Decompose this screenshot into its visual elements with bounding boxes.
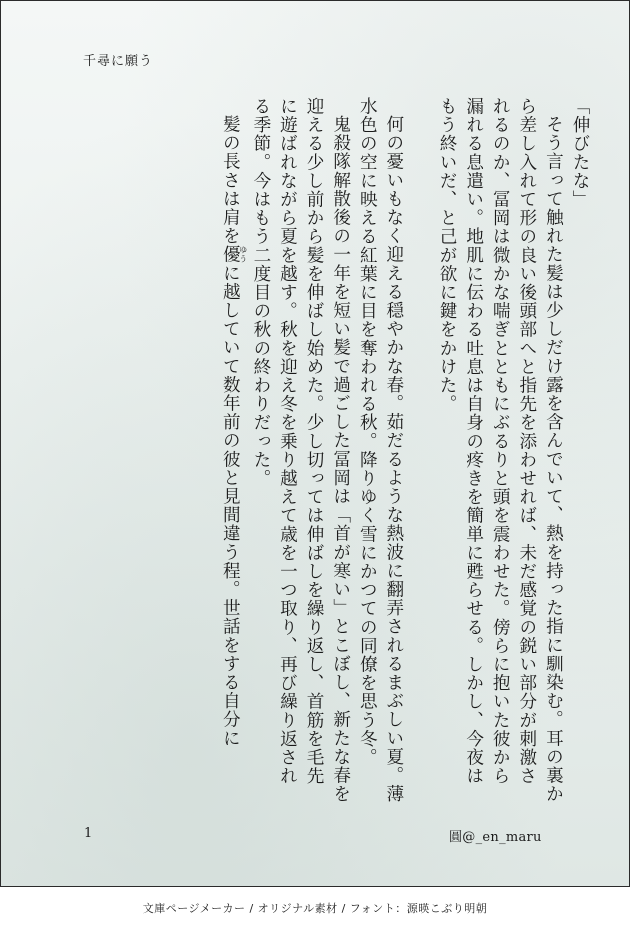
running-header-title: 千尋に願う [83, 54, 154, 69]
body-paragraph: 「伸びたな」 [570, 97, 590, 209]
footer-credits: 文庫ページメーカー / オリジナル素材 / フォント：源暎こぶり明朝 [142, 902, 488, 915]
author-credit: 圓@_en_maru [449, 830, 542, 845]
blank-line [407, 97, 434, 803]
body-paragraph: 何の憂いもなく迎える穏やかな春。茹だるような熱波に翻弄されるまぶしい夏。薄水色の空に映える紅葉に目を奪われる秋。降りゆく雪にかつての同僚を思う冬。 [357, 97, 404, 803]
body-paragraph: そう言って触れた髪は少しだけ露を含んでいて、熱を持った指に馴染む。耳の裏から差し入れて形の良い後頭部へと指先を添わせれば、未だ感覚の鋭い部分が刺激されるのか、冨岡は微かな喘ぎとともにぶるりと頭を震わせた。傍らに抱いた彼から漏れる息遣い。地肌に伝わる吐息は自身の疼きを簡単に甦らせる。しかし、今夜はもう終いだ、と己が欲に鍵をかけた。 [437, 97, 564, 803]
vertical-text-body [53, 97, 593, 803]
body-paragraph: 鬼殺隊解散後の一年を短い髪で過ごした冨岡は「首が寒い」とこぼし、新たな春を迎える少し前から髪を伸ばし始めた。少し切っては伸ばしを繰り返し、首筋を毛先に遊ばれながら夏を越す。秋を迎え冬を乗り越えて歳を一つ取り、再び繰り返される季節。今はもう二度目の秋の終わりだった。 [250, 97, 351, 803]
page-number: 1 [84, 826, 93, 841]
ruby-annotation: 優ゆう [220, 244, 248, 264]
body-paragraph: 髪の長さは肩を優ゆうに越していて数年前の彼と見間違う程。世話をする自分に [220, 114, 248, 748]
